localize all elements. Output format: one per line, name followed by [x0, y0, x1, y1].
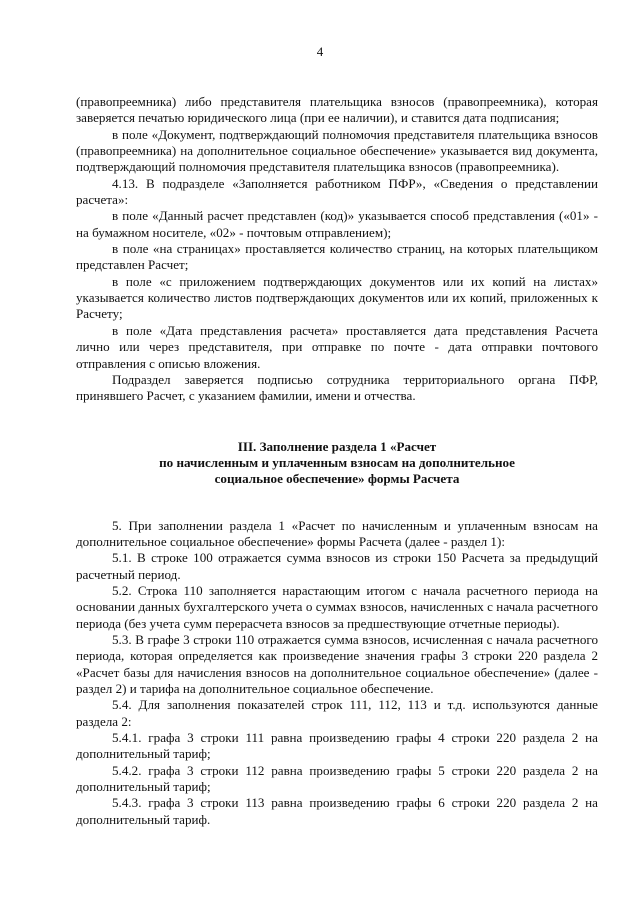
paragraph: 5.4.3. графа 3 строки 113 равна произведению графы 6 строки 220 раздела 2 на дополнительный тариф. [76, 795, 598, 827]
page-number: 4 [316, 44, 324, 59]
section-heading [76, 439, 598, 488]
paragraph: 5.1. В строке 100 отражается сумма взносов из строки 150 Расчета за предыдущий расчетный период. [76, 550, 598, 582]
paragraph: 5.4. Для заполнения показателей строк 111, 112, 113 и т.д. используются данные раздела 2: [76, 697, 598, 729]
section-heading-line: III. Заполнение раздела 1 «Расчет [237, 438, 437, 454]
paragraph: 5. При заполнении раздела 1 «Расчет по начисленным и уплаченным взносам на дополнительное социальное обеспечение» формы Расчета (далее - раздел 1): [76, 517, 598, 549]
section-heading-line: по начисленным и уплаченным взносам на дополнительное [159, 454, 515, 470]
paragraph: (правопреемника) либо представителя плательщика взносов (правопреемника), которая заверяется печатью юридического лица (при ее наличии), и ставится дата подписания; [76, 94, 598, 126]
document-body [76, 94, 598, 828]
paragraph: 5.4.1. графа 3 строки 111 равна произведению графы 4 строки 220 раздела 2 на дополнительный тариф; [76, 730, 598, 762]
section-heading-line: социальное обеспечение» формы Расчета [214, 471, 460, 487]
paragraph: 5.2. Строка 110 заполняется нарастающим итогом с начала расчетного периода на основании данных бухгалтерского учета о суммах взносов, начисленных с начала расчетного периода (без учета сумм перерасчета взносов за предшествующие отчетные периоды). [76, 582, 598, 631]
paragraph: в поле «Дата представления расчета» проставляется дата представления Расчета лично или через представителя, при отправке по почте - дата отправки почтового отправления с описью вложения. [76, 322, 598, 371]
paragraph: 5.3. В графе 3 строки 110 отражается сумма взносов, исчисленная с начала расчетного периода, которая определяется как произведение значения графы 3 строки 220 раздела 2 «Расчет базы для начисления взносов на дополнительное социальное обеспечение» (далее - раздел 2) и тарифа на дополнительное социальное обеспечение. [76, 631, 598, 696]
paragraph: в поле «с приложением подтверждающих документов или их копий на листах» указывается количество листов подтверждающих документов или их копий, приложенных к Расчету; [76, 273, 598, 322]
paragraph: в поле «Документ, подтверждающий полномочия представителя плательщика взносов (правопреемника) на дополнительное социальное обеспечение» указывается вид документа, подтверждающий полномочия представителя плательщика взносов (правопреемника). [76, 126, 598, 175]
paragraph: 4.13. В подразделе «Заполняется работником ПФР», «Сведения о представлении расчета»: [76, 175, 598, 208]
paragraph: Подраздел заверяется подписью сотрудника территориального органа ПФР, принявшего Расчет, с указанием фамилии, имени и отчества. [76, 371, 598, 404]
paragraph: в поле «на страницах» проставляется количество страниц, на которых плательщиком представлен Расчет; [76, 241, 598, 273]
paragraph: 5.4.2. графа 3 строки 112 равна произведению графы 5 строки 220 раздела 2 на дополнительный тариф; [76, 762, 598, 795]
paragraph: в поле «Данный расчет представлен (код)» указывается способ представления («01» - на бумажном носителе, «02» - почтовым отправлением); [76, 208, 598, 240]
